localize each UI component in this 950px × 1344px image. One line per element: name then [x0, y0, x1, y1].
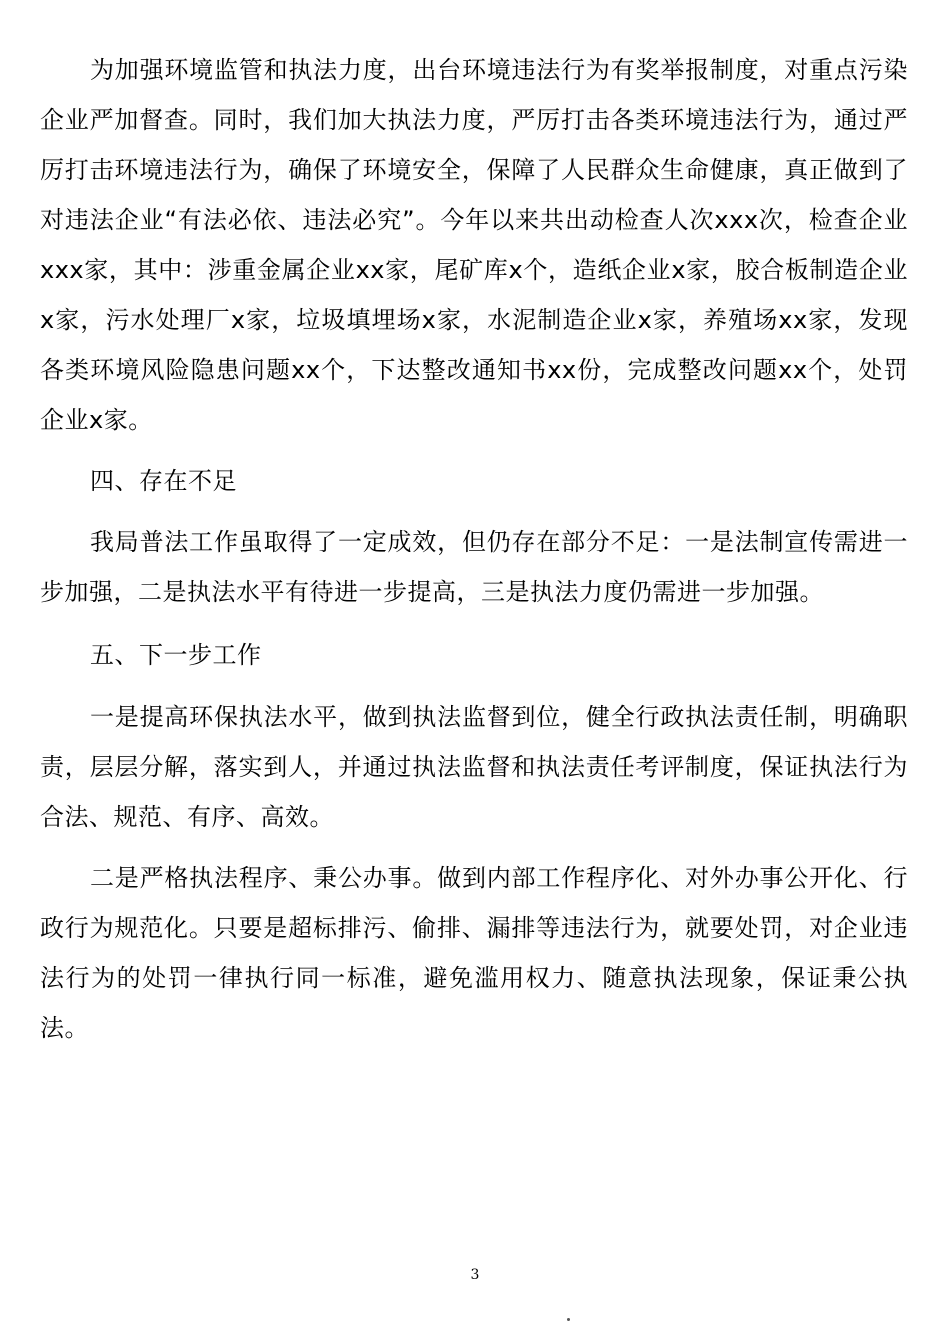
paragraph-next-step-one: 一是提高环保执法水平，做到执法监督到位，健全行政执法责任制，明确职责，层层分解，落实到人，并通过执法监督和执法责任考评制度，保证执法行为合法、规范、有序、高效。: [40, 703, 908, 831]
paragraph-shortcomings: 我局普法工作虽取得了一定成效，但仍存在部分不足：一是法制宣传需进一步加强，二是执法水平有待进一步提高，三是执法力度仍需进一步加强。: [40, 528, 908, 606]
paragraph-next-step-two: 二是严格执法程序、秉公办事。做到内部工作程序化、对外办事公开化、行政行为规范化。只要是超标排污、偷排、漏排等违法行为，就要处罚，对企业违法行为的处罚一律执行同一标准，避免滥用权力、随意执法现象，保证秉公执法。: [40, 864, 908, 1042]
page-number: 3: [470, 1267, 480, 1283]
section-heading-next-steps: 五、下一步工作: [90, 641, 262, 669]
section-heading-shortcomings: 四、存在不足: [90, 467, 237, 495]
footer-dot: [567, 1318, 570, 1321]
paragraph-enforcement: 为加强环境监管和执法力度，出台环境违法行为有奖举报制度，对重点污染企业严加督查。同时，我们加大执法力度，严厉打击各类环境违法行为，通过严厉打击环境违法行为，确保了环境安全，保障了人民群众生命健康，真正做到了对违法企业“有法必依、违法必究”。今年以来共出动检查人次xxx次，检查企业xxx家，其中：涉重金属企业xx家，尾矿库x个，造纸企业x家，胶合板制造企业x家，污水处理厂x家，垃圾填埋场x家，水泥制造企业x家，养殖场xx家，发现各类环境风险隐患问题xx个，下达整改通知书xx份，完成整改问题xx个，处罚企业x家。: [40, 56, 908, 434]
